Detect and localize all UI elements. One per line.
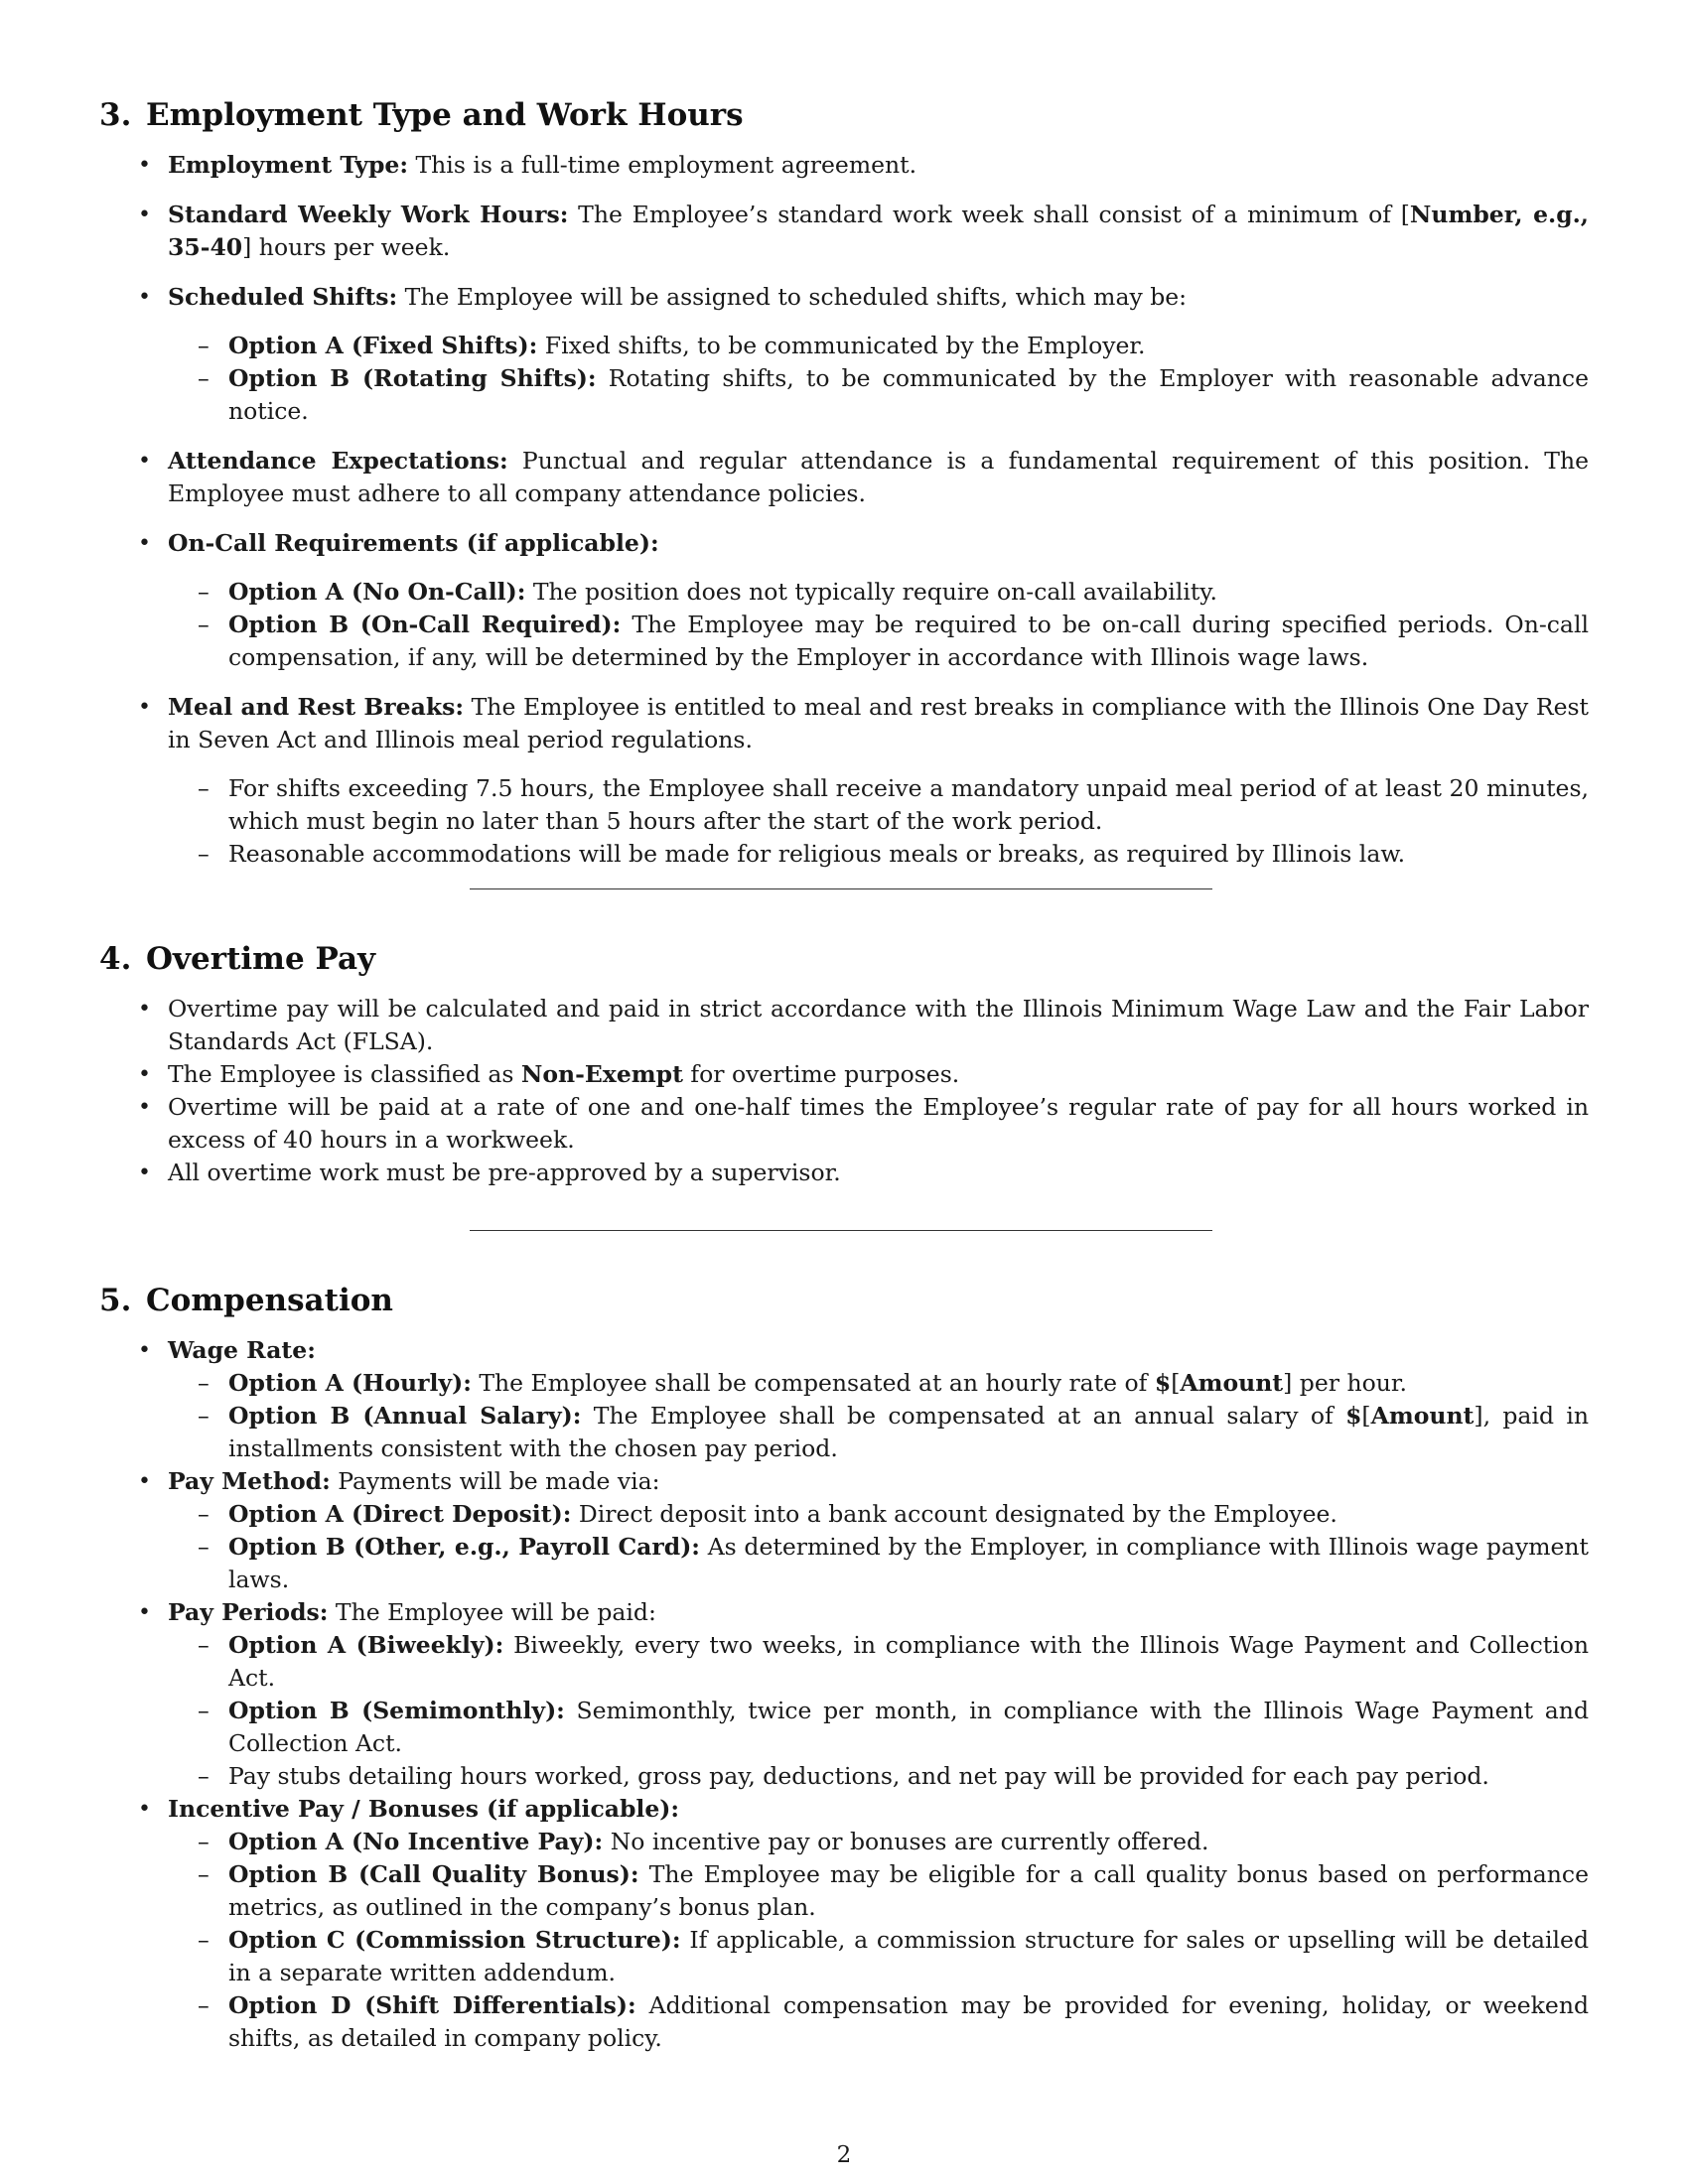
non-exempt-label: Non-Exempt	[520, 1060, 683, 1088]
employment-type-item	[99, 149, 1589, 182]
wage-option-a-text: The Employee shall be compensated at an hourly rate of	[471, 1369, 1155, 1397]
shift-option-b-label: Option B (Rotating Shifts):	[228, 364, 597, 392]
section-3-heading	[99, 91, 1589, 139]
on-call-option-a-text: The position does not typically require on-call availability.	[525, 578, 1217, 606]
shift-option-a-text: Fixed shifts, to be communicated by the Employer.	[537, 332, 1146, 359]
section-divider	[470, 1230, 1212, 1231]
overtime-item: • All overtime work must be pre-approved by a supervisor.	[99, 1157, 1589, 1189]
section-5-heading	[99, 1277, 1589, 1324]
on-call-item	[99, 527, 1589, 674]
incentive-option-d-text: Additional compensation may be provided for evening, holiday, or weekend shifts, as detailed in company policy.	[228, 1991, 1590, 2052]
section-3-title: Employment Type and Work Hours	[146, 97, 744, 133]
shift-option-a	[168, 330, 1589, 362]
meal-breaks-item	[99, 691, 1589, 871]
section-5-number: 5.	[99, 1283, 132, 1318]
weekly-hours-text: The Employee’s standard work week shall consist of a minimum of [	[568, 201, 1410, 228]
incentive-pay-item	[99, 1793, 1589, 2055]
pay-period-option-b	[168, 1695, 1589, 1760]
incentive-options-list	[168, 1826, 1589, 2055]
pay-method-options-list	[168, 1498, 1589, 1596]
employment-type-label: Employment Type:	[168, 151, 409, 179]
pay-periods-text: The Employee will be paid:	[328, 1598, 656, 1626]
section-3-number: 3.	[99, 97, 132, 133]
incentive-option-c-label: Option C (Commission Structure):	[228, 1926, 681, 1954]
shift-option-a-label: Option A (Fixed Shifts):	[228, 332, 538, 359]
incentive-option-d	[168, 1989, 1589, 2055]
incentive-pay-label: Incentive Pay / Bonuses (if applicable):	[168, 1795, 680, 1823]
incentive-option-c	[168, 1924, 1589, 1989]
weekly-hours-item	[99, 199, 1589, 264]
pay-period-option-a-text: Biweekly, every two weeks, in compliance with the Illinois Wage Payment and Collection Act.	[228, 1631, 1589, 1692]
document-page	[99, 91, 1589, 2055]
pay-periods-label: Pay Periods:	[168, 1598, 329, 1626]
incentive-option-b-text: The Employee may be eligible for a call quality bonus based on performance metrics, as outlined in the company’s bonus plan.	[228, 1860, 1589, 1921]
attendance-label: Attendance Expectations:	[168, 447, 508, 475]
overtime-class-text-end: for overtime purposes.	[682, 1060, 960, 1088]
on-call-option-b-label: Option B (On-Call Required):	[228, 611, 622, 638]
pay-method-label: Pay Method:	[168, 1467, 331, 1495]
on-call-option-b-text: The Employee may be required to be on-call during specified periods. On-call compensation, if any, will be determined by the Employer in accordance with Illinois wage laws.	[228, 611, 1589, 671]
section-5-title: Compensation	[146, 1283, 393, 1318]
pay-period-options-list	[168, 1629, 1589, 1793]
section-3-list	[99, 149, 1589, 871]
attendance-text: Punctual and regular attendance is a fundamental requirement of this position. The Employee must adhere to all company attendance policies.	[168, 447, 1589, 507]
wage-options-list	[168, 1367, 1589, 1465]
dollar-sign: $	[1345, 1402, 1362, 1430]
pay-method-option-a-text: Direct deposit into a bank account designated by the Employee.	[571, 1500, 1337, 1528]
dollar-sign: $	[1154, 1369, 1172, 1397]
wage-option-b-text: The Employee shall be compensated at an annual salary of	[581, 1402, 1346, 1430]
incentive-option-d-label: Option D (Shift Differentials):	[228, 1991, 636, 2019]
pay-period-option-a	[168, 1629, 1589, 1695]
incentive-option-b-label: Option B (Call Quality Bonus):	[228, 1860, 639, 1888]
wage-rate-item	[99, 1334, 1589, 1465]
scheduled-shifts-label: Scheduled Shifts:	[168, 283, 398, 311]
incentive-option-a-text: No incentive pay or bonuses are currently offered.	[603, 1828, 1209, 1855]
wage-option-b-text-end: ], paid in installments consistent with the chosen pay period.	[228, 1402, 1590, 1462]
weekly-hours-placeholder: Number, e.g., 35-40	[168, 201, 1589, 261]
overtime-item: • Overtime pay will be calculated and paid in strict accordance with the Illinois Minimum Wage Law and the Fair Labor Standards Act (FLSA).	[99, 993, 1589, 1058]
wage-option-b	[168, 1400, 1589, 1465]
section-5-list	[99, 1334, 1589, 2055]
on-call-label: On-Call Requirements (if applicable):	[168, 529, 659, 557]
bracket: [	[1171, 1369, 1181, 1397]
overtime-item	[99, 1058, 1589, 1091]
section-divider	[470, 888, 1212, 889]
wage-option-a-text-end: ] per hour.	[1283, 1369, 1408, 1397]
on-call-option-b	[168, 609, 1589, 674]
pay-period-option-b-label: Option B (Semimonthly):	[228, 1697, 565, 1724]
on-call-option-a-label: Option A (No On-Call):	[228, 578, 526, 606]
wage-option-a	[168, 1367, 1589, 1400]
pay-method-option-b-text: As determined by the Employer, in compliance with Illinois wage payment laws.	[228, 1533, 1589, 1593]
meal-breaks-subitem: – For shifts exceeding 7.5 hours, the Employee shall receive a mandatory unpaid meal period of at least 20 minutes, which must begin no later than 5 hours after the start of the work period.	[168, 772, 1589, 838]
pay-method-option-a	[168, 1498, 1589, 1531]
on-call-options-list	[168, 576, 1589, 674]
pay-period-option-a-label: Option A (Biweekly):	[228, 1631, 504, 1659]
bracket: [	[1361, 1402, 1371, 1430]
shift-options-list	[168, 330, 1589, 428]
wage-rate-label: Wage Rate:	[168, 1336, 316, 1364]
pay-method-text: Payments will be made via:	[330, 1467, 660, 1495]
section-4-number: 4.	[99, 941, 132, 977]
shift-option-b-text: Rotating shifts, to be communicated by the Employer with reasonable advance notice.	[228, 364, 1589, 425]
weekly-hours-label: Standard Weekly Work Hours:	[168, 201, 569, 228]
pay-period-option-b-text: Semimonthly, twice per month, in compliance with the Illinois Wage Payment and Collection Act.	[228, 1697, 1589, 1757]
wage-option-a-label: Option A (Hourly):	[228, 1369, 472, 1397]
pay-method-item	[99, 1465, 1589, 1596]
amount-placeholder: Amount	[1180, 1369, 1284, 1397]
incentive-option-c-text: If applicable, a commission structure for sales or upselling will be detailed in a separate written addendum.	[228, 1926, 1589, 1986]
section-4-heading	[99, 935, 1589, 983]
amount-placeholder: Amount	[1370, 1402, 1475, 1430]
overtime-item: • Overtime will be paid at a rate of one and one-half times the Employee’s regular rate of pay for all hours worked in excess of 40 hours in a workweek.	[99, 1091, 1589, 1157]
pay-method-option-a-label: Option A (Direct Deposit):	[228, 1500, 572, 1528]
shift-option-b	[168, 362, 1589, 428]
meal-breaks-subitem: – Reasonable accommodations will be made for religious meals or breaks, as required by Illinois law.	[168, 838, 1589, 871]
incentive-option-a-label: Option A (No Incentive Pay):	[228, 1828, 604, 1855]
attendance-item	[99, 445, 1589, 510]
meal-breaks-text: The Employee is entitled to meal and rest breaks in compliance with the Illinois One Day Rest in Seven Act and Illinois meal period regulations.	[168, 693, 1589, 753]
pay-stubs-note: – Pay stubs detailing hours worked, gross pay, deductions, and net pay will be provided for each pay period.	[168, 1760, 1589, 1793]
incentive-option-b	[168, 1858, 1589, 1924]
incentive-option-a	[168, 1826, 1589, 1858]
meal-breaks-sublist	[168, 772, 1589, 871]
section-4-list	[99, 993, 1589, 1189]
pay-method-option-b	[168, 1531, 1589, 1596]
pay-periods-item	[99, 1596, 1589, 1793]
weekly-hours-text-end: ] hours per week.	[242, 233, 451, 261]
wage-option-b-label: Option B (Annual Salary):	[228, 1402, 582, 1430]
scheduled-shifts-text: The Employee will be assigned to scheduled shifts, which may be:	[397, 283, 1188, 311]
overtime-class-text: The Employee is classified as	[168, 1060, 521, 1088]
page-number: 2	[836, 2142, 852, 2168]
meal-breaks-label: Meal and Rest Breaks:	[168, 693, 465, 721]
section-4-title: Overtime Pay	[146, 941, 376, 977]
pay-method-option-b-label: Option B (Other, e.g., Payroll Card):	[228, 1533, 700, 1561]
employment-type-text: This is a full-time employment agreement.	[408, 151, 917, 179]
on-call-option-a	[168, 576, 1589, 609]
scheduled-shifts-item	[99, 281, 1589, 428]
